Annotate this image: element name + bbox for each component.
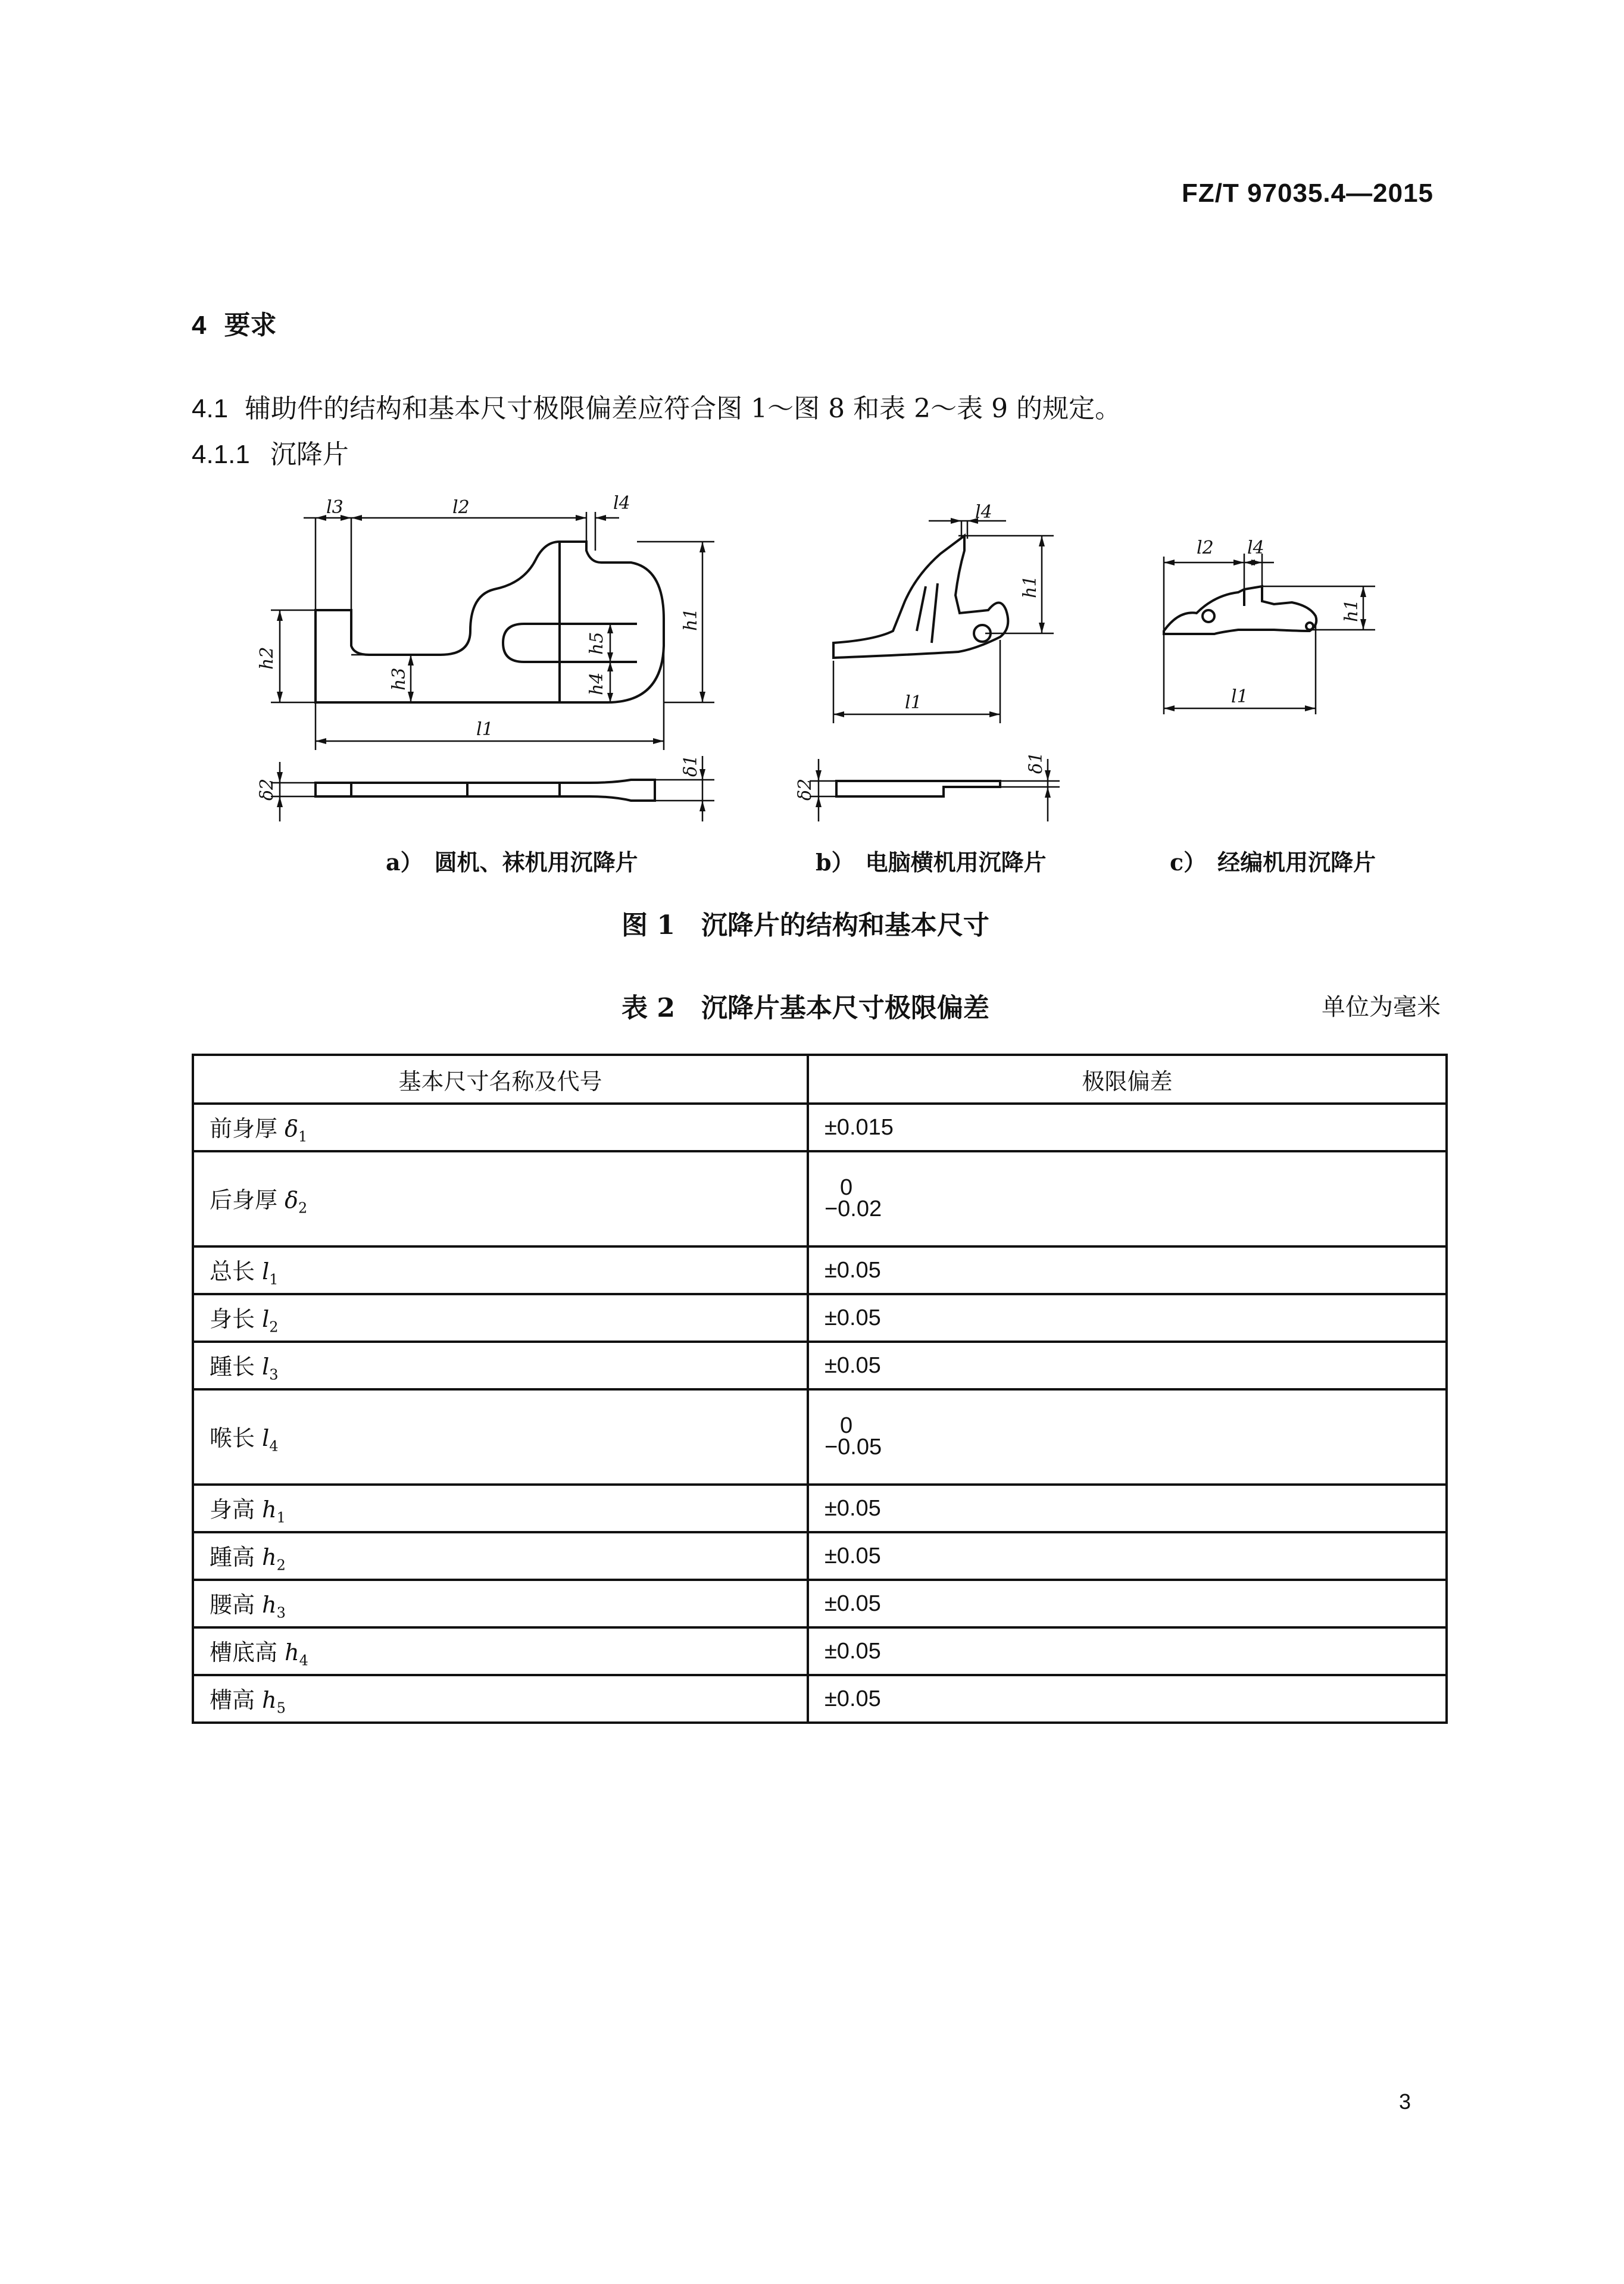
row-tolerance: ±0.05 bbox=[808, 1627, 1447, 1675]
table-row bbox=[193, 1342, 1447, 1389]
dim-l4-a: l4 bbox=[613, 493, 630, 514]
dim-h1-b: h1 bbox=[1020, 575, 1041, 598]
section-number: 4 bbox=[192, 311, 207, 340]
row-name: 身长 $l_2$ bbox=[193, 1294, 808, 1342]
row-name: 身高 $h_1$ bbox=[193, 1485, 808, 1532]
dim-d1-a: δ1 bbox=[680, 754, 701, 777]
sinker-b-side bbox=[836, 781, 1000, 796]
dim-l2-a: l2 bbox=[452, 497, 470, 518]
header-tolerance: 极限偏差 bbox=[808, 1055, 1447, 1104]
table-row bbox=[193, 1580, 1447, 1627]
row-name: 总长 $l_1$ bbox=[193, 1246, 808, 1294]
table-row bbox=[193, 1246, 1447, 1294]
upper-deviation: 0 bbox=[839, 1174, 853, 1200]
sinker-a-side bbox=[316, 780, 655, 801]
standard-code: FZ/T 97035.4—2015 bbox=[1182, 179, 1434, 208]
sinker-b-profile bbox=[833, 536, 1008, 658]
row-tolerance: ±0.05 bbox=[808, 1246, 1447, 1294]
row-tolerance: ±0.05 bbox=[808, 1580, 1447, 1627]
sinker-c-profile bbox=[1164, 586, 1316, 634]
clause-number: 4.1.1 bbox=[192, 440, 250, 469]
row-name: 喉长 $l_4$ bbox=[193, 1389, 808, 1485]
figure-1-drawings bbox=[0, 0, 1624, 893]
dim-l1-a: l1 bbox=[476, 719, 494, 740]
dim-d2-b: δ2 bbox=[795, 778, 816, 801]
table-row bbox=[193, 1104, 1447, 1151]
dim-l2-c: l2 bbox=[1197, 538, 1214, 558]
sinker-a-profile bbox=[316, 542, 664, 702]
upper-deviation: 0 bbox=[839, 1413, 853, 1438]
clause-title: 沉降片 bbox=[270, 439, 349, 470]
table-row bbox=[193, 1675, 1447, 1723]
dim-h5-a: h5 bbox=[586, 632, 607, 655]
row-tolerance: ±0.05 bbox=[808, 1294, 1447, 1342]
subfigure-b-caption: b） 电脑横机用沉降片 bbox=[816, 849, 1047, 876]
row-name: 后身厚 $\delta_2$ bbox=[193, 1151, 808, 1246]
row-name: 腰高 $h_3$ bbox=[193, 1580, 808, 1627]
table-row bbox=[193, 1294, 1447, 1342]
row-tolerance bbox=[808, 1151, 1447, 1246]
header-name: 基本尺寸名称及代号 bbox=[193, 1055, 808, 1104]
subfigure-c-caption: c） 经编机用沉降片 bbox=[1170, 849, 1376, 876]
row-tolerance bbox=[808, 1389, 1447, 1485]
dim-d1-b: δ1 bbox=[1026, 751, 1047, 774]
row-tolerance: ±0.05 bbox=[808, 1675, 1447, 1723]
clause-text: 辅助件的结构和基本尺寸极限偏差应符合图 1～图 8 和表 2～表 9 的规定。 bbox=[245, 393, 1122, 424]
lower-deviation: −0.02 bbox=[824, 1196, 882, 1221]
dim-d2-a: δ2 bbox=[257, 778, 277, 801]
row-tolerance: ±0.05 bbox=[808, 1342, 1447, 1389]
clause-number: 4.1 bbox=[192, 394, 229, 423]
dim-h3-a: h3 bbox=[389, 667, 410, 690]
table-row bbox=[193, 1627, 1447, 1675]
tolerance-table bbox=[192, 1054, 1448, 1724]
table-row bbox=[193, 1532, 1447, 1580]
row-tolerance: ±0.05 bbox=[808, 1485, 1447, 1532]
dim-h2-a: h2 bbox=[257, 646, 277, 670]
dim-h1-a: h1 bbox=[680, 608, 701, 631]
dim-l1-c: l1 bbox=[1231, 686, 1248, 707]
dim-h4-a: h4 bbox=[586, 672, 607, 695]
sinker-a-slot bbox=[503, 624, 637, 662]
table-unit: 单位为毫米 bbox=[1322, 993, 1441, 1021]
table-header-row bbox=[193, 1055, 1447, 1104]
dim-h1-c: h1 bbox=[1341, 599, 1362, 622]
section-title: 要求 bbox=[224, 310, 277, 340]
dim-l3-a: l3 bbox=[326, 497, 343, 518]
row-name: 前身厚 $\delta_1$ bbox=[193, 1104, 808, 1151]
dim-l4-c: l4 bbox=[1247, 538, 1264, 558]
row-tolerance: ±0.05 bbox=[808, 1532, 1447, 1580]
lower-deviation: −0.05 bbox=[824, 1434, 882, 1460]
row-name: 踵长 $l_3$ bbox=[193, 1342, 808, 1389]
row-name: 槽高 $h_5$ bbox=[193, 1675, 808, 1723]
figure-title: 图 1 沉降片的结构和基本尺寸 bbox=[622, 910, 989, 941]
page-number: 3 bbox=[1399, 2089, 1411, 2114]
table-row bbox=[193, 1389, 1447, 1485]
subfigure-a-caption: a） 圆机、袜机用沉降片 bbox=[386, 849, 638, 876]
table-row bbox=[193, 1485, 1447, 1532]
row-tolerance: ±0.015 bbox=[808, 1104, 1447, 1151]
table-row bbox=[193, 1151, 1447, 1246]
dim-l4-b: l4 bbox=[975, 502, 992, 523]
row-name: 踵高 $h_2$ bbox=[193, 1532, 808, 1580]
table-title: 表 2 沉降片基本尺寸极限偏差 bbox=[622, 993, 989, 1023]
dim-l1-b: l1 bbox=[905, 692, 922, 713]
row-name: 槽底高 $h_4$ bbox=[193, 1627, 808, 1675]
